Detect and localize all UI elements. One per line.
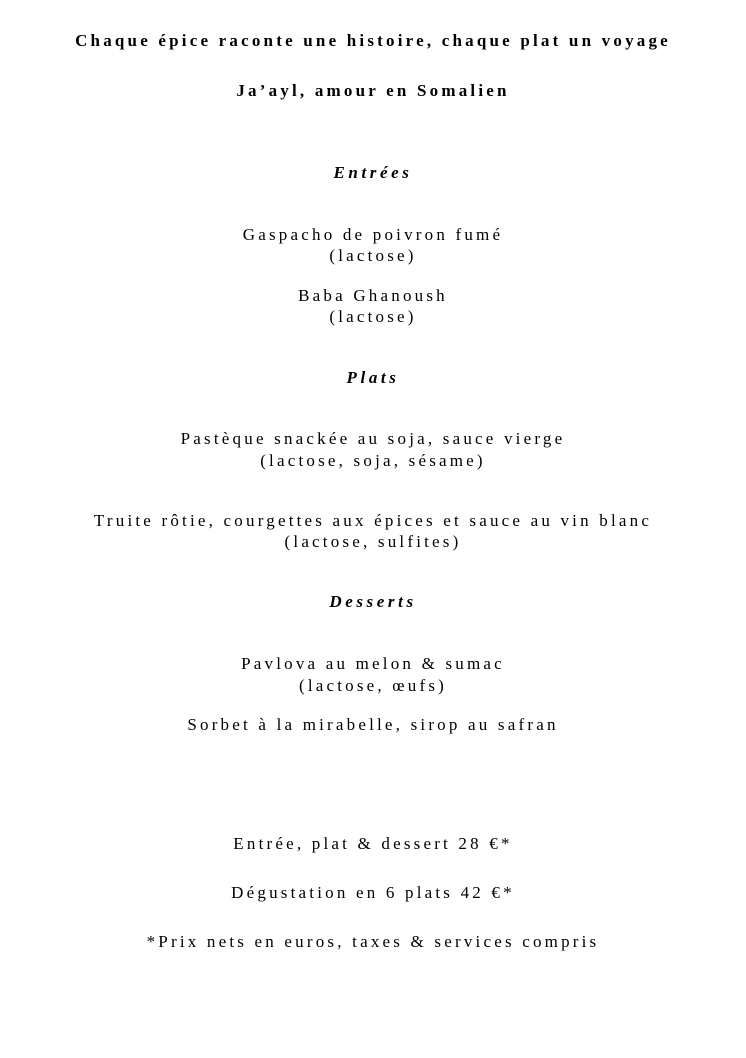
dish-allergens: (lactose)	[329, 246, 417, 265]
section-title-desserts: Desserts	[329, 592, 417, 611]
tagline: Chaque épice raconte une histoire, chaque plat un voyage	[75, 31, 671, 50]
section-title-plats: Plats	[346, 368, 400, 387]
dish-name: Baba Ghanoush	[298, 286, 448, 305]
price-tasting: Dégustation en 6 plats 42 €*	[231, 883, 515, 902]
restaurant-title: Ja’ayl, amour en Somalien	[236, 81, 510, 100]
dish-name: Pavlova au melon & sumac	[241, 654, 505, 673]
section-title-entrees: Entrées	[333, 163, 413, 182]
dish-name: Gaspacho de poivron fumé	[242, 225, 504, 244]
dish-allergens: (lactose, sulfites)	[284, 532, 462, 551]
dish-name: Sorbet à la mirabelle, sirop au safran	[187, 715, 559, 734]
dish-allergens: (lactose, soja, sésame)	[260, 451, 486, 470]
price-formula: Entrée, plat & dessert 28 €*	[233, 834, 513, 853]
dish-name: Truite rôtie, courgettes aux épices et sauce au vin blanc	[93, 511, 653, 530]
dish-allergens: (lactose)	[329, 307, 417, 326]
price-note: *Prix nets en euros, taxes & services compris	[146, 932, 600, 951]
dish-allergens: (lactose, œufs)	[298, 676, 448, 695]
dish-name: Pastèque snackée au soja, sauce vierge	[180, 429, 566, 448]
